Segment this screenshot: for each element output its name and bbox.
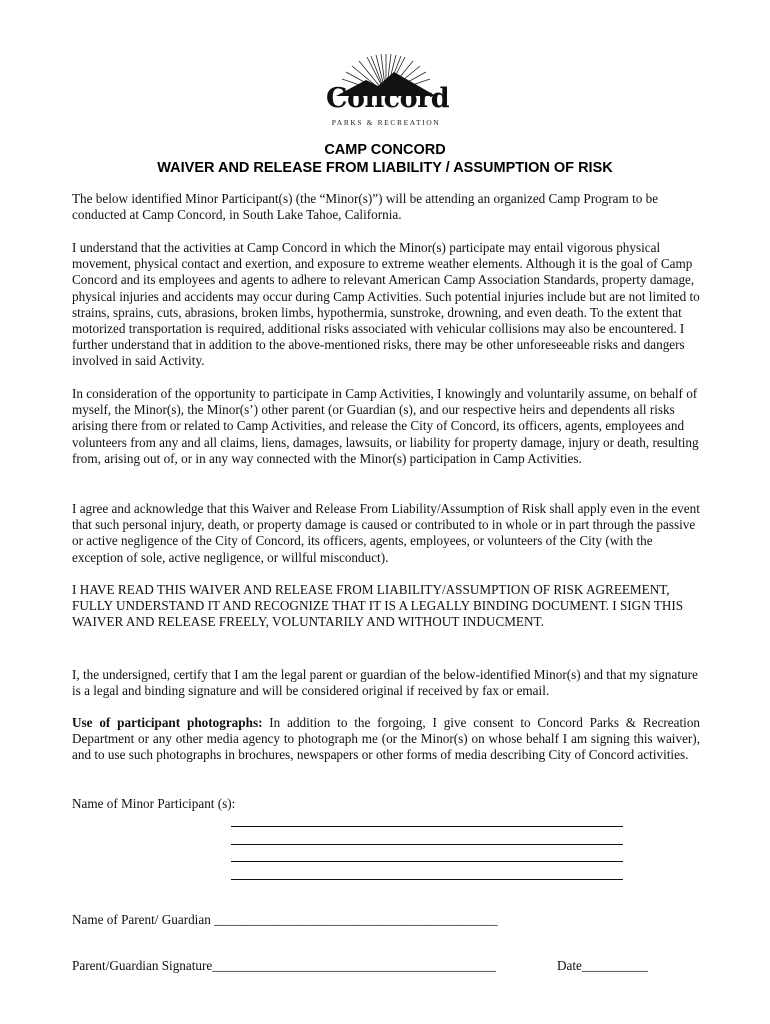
release-paragraph: In consideration of the opportunity to participate in Camp Activities, I knowingly and voluntarily assume, on behalf of myself, the Minor(s), the Minor(s’) other parent (or Guardian (s), and our respective heirs and dependents all risks arising there from or related to Camp Activities, and release the City of Concord, its officers, agents, employees and volunteers from any and all claims, liens, damages, lawsuits, or liability for property damage, injury or death, resulting from, arising out of, or in any way connected with the Minor(s) participation in Camp Activities.	[72, 386, 699, 466]
photo-consent-paragraph	[72, 715, 700, 764]
certification-paragraph: I, the undersigned, certify that I am the legal parent or guardian of the below-identified Minor(s) and that my signature is a legal and binding signature and will be considered original if received by fax or email.	[72, 667, 698, 699]
minor-name-line[interactable]	[231, 879, 623, 880]
negligence-paragraph: I agree and acknowledge that this Waiver and Release From Liability/Assumption of Risk shall apply even in the event that such personal injury, death, or property damage is caused or contributed to in whole or in part through the passive or active negligence of the City of Concord, its officers, agents, employees, or volunteers of the City (with the exception of sole, active negligence, or willful misconduct).	[72, 501, 700, 565]
intro-paragraph: The below identified Minor Participant(s) (the “Minor(s)”) will be attending an organized Camp Program to be conducted at Camp Concord, in South Lake Tahoe, California.	[72, 191, 659, 223]
parent-signature-field[interactable]: Parent/Guardian Signature___________________________________________	[72, 958, 496, 973]
parent-guardian-name-field[interactable]: Name of Parent/ Guardian ___________________________________________	[72, 912, 498, 927]
photo-consent-text: In addition to the forgoing, I give consent to Concord Parks & Recreation Department or any other media agency to photograph me (or the Minor(s) on whose behalf I am signing this waiver), and to use such photographs in brochures, newspapers or other forms of media describing City of Concord activities.	[72, 715, 701, 763]
photo-consent-heading: Use of participant photographs:	[72, 715, 263, 730]
risk-paragraph: I understand that the activities at Camp Concord in which the Minor(s) participate may entail vigorous physical movement, physical contact and exertion, and exposure to extreme weather elements. Although it is the goal of Camp Concord and its employees and agents to adhere to relevant American Camp Association Standards, property damage, physical injuries and accidents may occur during Camp Activities. Such potential injuries include but are not limited to strains, sprains, cuts, abrasions, broken limbs, hypothermia, sunstroke, drowning, and even death. To the extent that motorized transportation is required, additional risks associated with vehicular collisions may also be encountered. I further understand that in addition to the above-mentioned risks, there may be other unforeseeable risks and dangers involved in said Activity.	[72, 240, 700, 369]
logo-name: Concord	[326, 83, 450, 114]
logo-subtitle: PARKS & RECREATION	[331, 118, 441, 127]
date-field[interactable]: Date__________	[557, 958, 648, 973]
minor-name-line[interactable]	[231, 861, 623, 862]
minor-name-line[interactable]	[231, 844, 623, 845]
minor-participant-label: Name of Minor Participant (s):	[72, 796, 236, 811]
page-title: CAMP CONCORD	[324, 142, 446, 158]
page-subtitle: WAIVER AND RELEASE FROM LIABILITY / ASSUMPTION OF RISK	[157, 160, 613, 176]
concord-logo	[326, 54, 450, 130]
acknowledgement-paragraph: I HAVE READ THIS WAIVER AND RELEASE FROM LIABILITY/ASSUMPTION OF RISK AGREEMENT, FULLY UNDERSTAND IT AND RECOGNIZE THAT IT IS A LEGALLY BINDING DOCUMENT. I SIGN THIS WAIVER AND RELEASE FREELY, VOLUNTARILY AND WITHOUT INDUCMENT.	[72, 582, 684, 630]
minor-name-line[interactable]	[231, 826, 623, 827]
